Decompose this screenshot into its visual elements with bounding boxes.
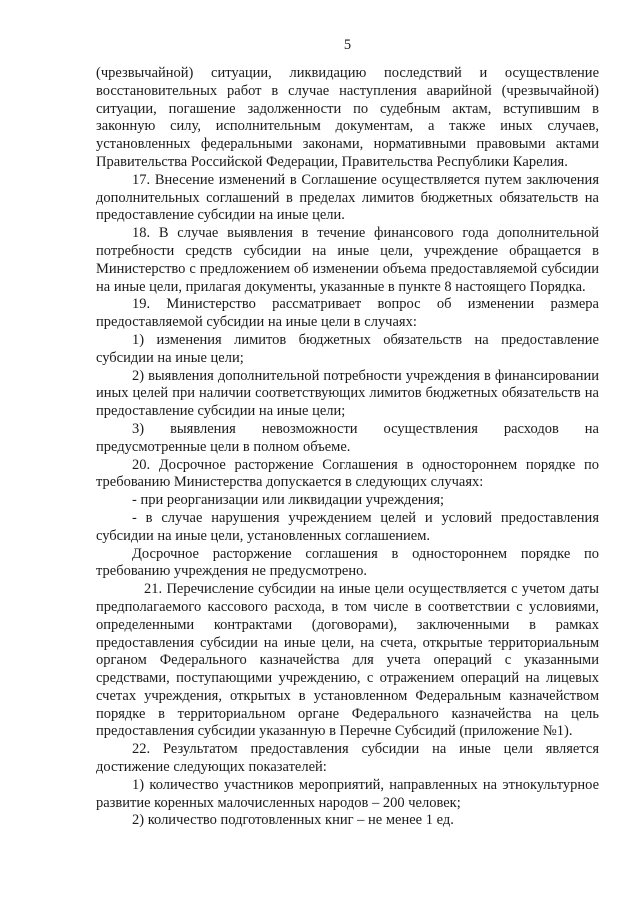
paragraph-19: 19. Министерство рассматривает вопрос об изменении размера предоставляемой субсидии на иные цели в случаях: bbox=[96, 296, 599, 331]
paragraph-19-item-2: 2) выявления дополнительной потребности учреждения в финансировании иных целей при наличии соответствующих лимитов бюджетных обязательств на предоставление субсидии на иные цели; bbox=[96, 367, 599, 420]
document-body bbox=[96, 65, 599, 830]
paragraph-20-item-1: - при реорганизации или ликвидации учреждения; bbox=[132, 492, 445, 509]
paragraph-20-note: Досрочное расторжение соглашения в одностороннем порядке по требованию учреждения не предусмотрено. bbox=[96, 545, 599, 580]
page-number: 5 bbox=[343, 37, 352, 53]
paragraph-19-item-3: 3) выявления невозможности осуществления расходов на предусмотренные цели в полном объеме. bbox=[96, 420, 599, 455]
paragraph-19-item-1: 1) изменения лимитов бюджетных обязательств на предоставление субсидии на иные цели; bbox=[96, 331, 599, 366]
paragraph-22-item-2: 2) количество подготовленных книг – не менее 1 ед. bbox=[132, 812, 454, 829]
paragraph-21: 21. Перечисление субсидии на иные цели осуществляется с учетом даты предполагаемого кассового расхода, в том числе в соответствии с условиями, определенными контрактами (договорами), заключенными в рамках предоставления субсидии на иные цели, на счета, открытые территориальным органом Федерального казначейства для учета операций с указанными средствами, поступающими учреждению, с отражением операций на лицевых счетах учреждения, открытых в установленном Федеральным казначейством порядке в территориальном органе Федерального казначейства на цель предоставления субсидии указанную в Перечне Субсидий (приложение №1). bbox=[96, 581, 599, 740]
paragraph-17: 17. Внесение изменений в Соглашение осуществляется путем заключения дополнительных соглашений в пределах лимитов бюджетных обязательств на предоставление субсидии на иные цели. bbox=[96, 171, 599, 224]
paragraph-18: 18. В случае выявления в течение финансового года дополнительной потребности средств субсидии на иные цели, учреждение обращается в Министерство с предложением об изменении объема предоставляемой субсидии на иные цели, прилагая документы, указанные в пункте 8 настоящего Порядка. bbox=[96, 225, 599, 295]
paragraph-20: 20. Досрочное расторжение Соглашения в одностороннем порядке по требованию Министерства допускается в следующих случаях: bbox=[96, 456, 599, 491]
paragraph-22-item-1: 1) количество участников мероприятий, направленных на этнокультурное развитие коренных малочисленных народов – 200 человек; bbox=[96, 776, 599, 811]
paragraph-continuation: (чрезвычайной) ситуации, ликвидацию последствий и осуществление восстановительных работ в случае наступления аварийной (чрезвычайной) ситуации, погашение задолженности по судебным актам, вступившим в законную силу, исполнительным документам, а также иных случаев, установленных федеральными законами, нормативными правовыми актами Правительства Российской Федерации, Правительства Республики Карелия. bbox=[96, 65, 599, 170]
paragraph-20-item-2: - в случае нарушения учреждением целей и условий предоставления субсидии на иные цели, установленных соглашением. bbox=[96, 509, 599, 544]
paragraph-22: 22. Результатом предоставления субсидии на иные цели является достижение следующих показателей: bbox=[96, 741, 599, 776]
